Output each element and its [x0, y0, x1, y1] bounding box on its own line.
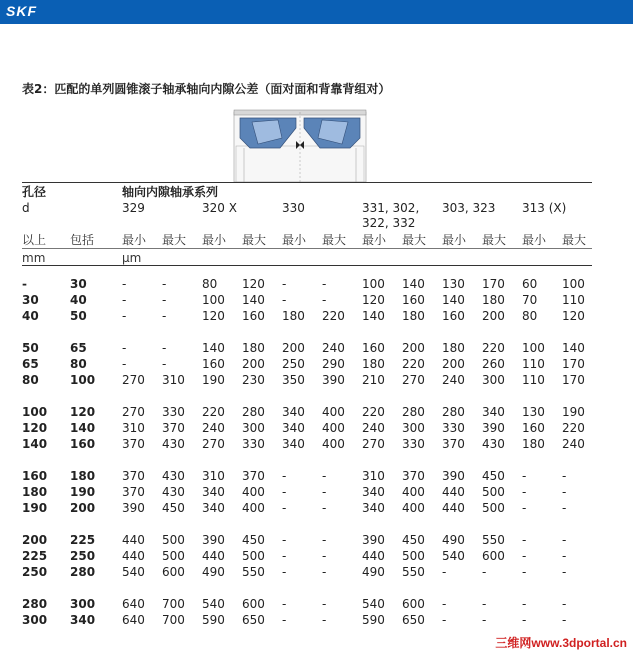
clearance-value: 370 [162, 421, 185, 435]
clearance-value: 110 [562, 293, 585, 307]
clearance-value: 240 [322, 341, 345, 355]
clearance-value: - [482, 597, 487, 611]
clearance-value: 330 [162, 405, 185, 419]
incl-label: 包括 [70, 233, 95, 247]
clearance-value: - [482, 613, 487, 627]
clearance-value: 370 [122, 437, 145, 451]
clearance-value: - [322, 533, 327, 547]
clearance-value: 440 [362, 549, 385, 563]
bore-value: 30 [22, 293, 39, 307]
clearance-value: 430 [162, 437, 185, 451]
clearance-value: 340 [282, 437, 305, 451]
clearance-value: 210 [362, 373, 385, 387]
clearance-value: 240 [202, 421, 225, 435]
bore-value: 180 [22, 485, 48, 499]
clearance-value: 700 [162, 613, 185, 627]
clearance-value: 500 [162, 549, 185, 563]
clearance-value: 540 [202, 597, 225, 611]
bore-value: 160 [22, 469, 48, 483]
series-name: 320 X [202, 201, 237, 215]
clearance-value: 400 [322, 421, 345, 435]
over-label: 以上 [22, 233, 47, 247]
series-name-continued: 322, 332 [362, 216, 416, 230]
header-bar [0, 0, 633, 24]
clearance-value: 440 [202, 549, 225, 563]
clearance-value: - [282, 613, 287, 627]
min-label: 最小 [122, 233, 147, 247]
clearance-value: - [322, 549, 327, 563]
series-name: 303, 323 [442, 201, 496, 215]
clearance-value: 330 [442, 421, 465, 435]
clearance-value: 160 [202, 357, 225, 371]
min-label: 最小 [522, 233, 547, 247]
bore-value: 160 [70, 437, 96, 451]
clearance-value: 600 [242, 597, 265, 611]
series-name: 329 [122, 201, 145, 215]
clearance-value: - [562, 533, 567, 547]
clearance-value: 430 [162, 485, 185, 499]
clearance-value: 500 [482, 501, 505, 515]
clearance-value: 310 [362, 469, 385, 483]
clearance-value: - [562, 485, 567, 499]
clearance-value: - [562, 597, 567, 611]
series-header: 轴向内隙轴承系列 [122, 185, 219, 199]
max-label: 最大 [242, 233, 267, 247]
bore-value: 280 [70, 565, 96, 579]
clearance-value: 450 [402, 533, 425, 547]
clearance-value: 250 [282, 357, 305, 371]
bore-value: 300 [22, 613, 48, 627]
clearance-value: 180 [482, 293, 505, 307]
clearance-value: - [562, 501, 567, 515]
clearance-value: 650 [402, 613, 425, 627]
bore-value: 120 [70, 405, 96, 419]
clearance-value: 340 [282, 405, 305, 419]
clearance-value: 280 [402, 405, 425, 419]
clearance-value: 280 [442, 405, 465, 419]
clearance-value: 270 [362, 437, 385, 451]
clearance-value: - [282, 549, 287, 563]
clearance-value: 370 [402, 469, 425, 483]
clearance-value: 400 [322, 437, 345, 451]
bore-value: 200 [70, 501, 96, 515]
clearance-value: 140 [562, 341, 585, 355]
clearance-value: 270 [202, 437, 225, 451]
clearance-value: - [522, 485, 527, 499]
clearance-value: 550 [482, 533, 505, 547]
bore-value: 100 [70, 373, 96, 387]
bore-value: 140 [22, 437, 48, 451]
clearance-value: 390 [362, 533, 385, 547]
bore-value: 40 [22, 309, 39, 323]
clearance-value: 440 [442, 501, 465, 515]
clearance-value: 500 [482, 485, 505, 499]
clearance-value: 400 [402, 501, 425, 515]
table-title: 表2：匹配的单列圆锥滚子轴承轴向内隙公差（面对面和背靠背组对） [22, 82, 391, 96]
clearance-value: 180 [282, 309, 305, 323]
clearance-value: 400 [242, 501, 265, 515]
clearance-value: 330 [402, 437, 425, 451]
series-name: 330 [282, 201, 305, 215]
clearance-value: - [322, 501, 327, 515]
bore-value: 300 [70, 597, 96, 611]
clearance-value: 390 [482, 421, 505, 435]
clearance-value: 640 [122, 597, 145, 611]
clearance-value: 340 [282, 421, 305, 435]
clearance-value: 600 [402, 597, 425, 611]
bore-value: 200 [22, 533, 48, 547]
clearance-value: - [282, 501, 287, 515]
clearance-value: 180 [442, 341, 465, 355]
clearance-value: 220 [402, 357, 425, 371]
clearance-value: 450 [242, 533, 265, 547]
clearance-value: 200 [442, 357, 465, 371]
min-label: 最小 [202, 233, 227, 247]
clearance-value: - [282, 485, 287, 499]
clearance-value: 220 [362, 405, 385, 419]
bore-value: 120 [22, 421, 48, 435]
clearance-value: - [322, 277, 327, 291]
clearance-value: 220 [322, 309, 345, 323]
clearance-value: 440 [122, 533, 145, 547]
clearance-value: - [122, 341, 127, 355]
clearance-value: - [162, 341, 167, 355]
clearance-value: - [442, 597, 447, 611]
clearance-value: 540 [362, 597, 385, 611]
clearance-value: - [522, 613, 527, 627]
clearance-value: 130 [522, 405, 545, 419]
clearance-value: 230 [242, 373, 265, 387]
clearance-value: 300 [242, 421, 265, 435]
clearance-value: 310 [162, 373, 185, 387]
clearance-value: 430 [162, 469, 185, 483]
bore-value: 140 [70, 421, 96, 435]
clearance-value: 490 [362, 565, 385, 579]
clearance-value: 700 [162, 597, 185, 611]
divider [22, 248, 592, 249]
clearance-value: 60 [522, 277, 538, 291]
clearance-value: 100 [202, 293, 225, 307]
clearance-value: 390 [122, 501, 145, 515]
clearance-value: 180 [242, 341, 265, 355]
bore-value: 340 [70, 613, 96, 627]
clearance-value: 370 [442, 437, 465, 451]
clearance-value: 240 [562, 437, 585, 451]
clearance-value: 500 [242, 549, 265, 563]
clearance-value: 590 [362, 613, 385, 627]
min-label: 最小 [362, 233, 387, 247]
clearance-value: - [122, 293, 127, 307]
clearance-value: 490 [442, 533, 465, 547]
bore-symbol: d [22, 201, 30, 215]
clearance-value: 100 [522, 341, 545, 355]
clearance-value: 140 [242, 293, 265, 307]
bore-value: 40 [70, 293, 87, 307]
clearance-value: 540 [442, 549, 465, 563]
clearance-value: - [322, 485, 327, 499]
bore-value: 50 [70, 309, 87, 323]
clearance-value: 370 [242, 469, 265, 483]
clearance-value: - [522, 597, 527, 611]
clearance-value: - [122, 277, 127, 291]
clearance-value: 160 [522, 421, 545, 435]
clearance-value: 340 [202, 485, 225, 499]
clearance-value: 190 [562, 405, 585, 419]
bore-value: 50 [22, 341, 39, 355]
bore-value: 190 [70, 485, 96, 499]
clearance-value: 450 [482, 469, 505, 483]
clearance-value: 310 [202, 469, 225, 483]
clearance-value: - [522, 549, 527, 563]
divider [22, 182, 592, 183]
clearance-value: 220 [202, 405, 225, 419]
clearance-value: 240 [442, 373, 465, 387]
clearance-value: 240 [362, 421, 385, 435]
clearance-value: 500 [402, 549, 425, 563]
clearance-value: 550 [402, 565, 425, 579]
clearance-value: 160 [402, 293, 425, 307]
clearance-value: 370 [122, 485, 145, 499]
bore-value: 180 [70, 469, 96, 483]
clearance-value: - [322, 597, 327, 611]
max-label: 最大 [322, 233, 347, 247]
clearance-value: 100 [562, 277, 585, 291]
clearance-value: - [322, 613, 327, 627]
bore-value: 250 [70, 549, 96, 563]
clearance-value: 110 [522, 357, 545, 371]
clearance-value: 430 [482, 437, 505, 451]
bearing-pair-drawing [230, 108, 370, 186]
clearance-value: 190 [202, 373, 225, 387]
min-label: 最小 [442, 233, 467, 247]
bore-value: 80 [70, 357, 87, 371]
clearance-value: - [282, 469, 287, 483]
clearance-value: 400 [242, 485, 265, 499]
clearance-value: 390 [442, 469, 465, 483]
clearance-value: - [522, 533, 527, 547]
clearance-value: - [562, 549, 567, 563]
bore-value: 225 [22, 549, 48, 563]
min-label: 最小 [282, 233, 307, 247]
clearance-value: 330 [242, 437, 265, 451]
clearance-value: - [522, 565, 527, 579]
clearance-value: 400 [322, 405, 345, 419]
clearance-value: - [562, 469, 567, 483]
clearance-value: 170 [482, 277, 505, 291]
clearance-value: - [482, 565, 487, 579]
clearance-value: 110 [522, 373, 545, 387]
clearance-value: 390 [202, 533, 225, 547]
clearance-value: 340 [482, 405, 505, 419]
clearance-value: - [442, 613, 447, 627]
bore-value: 65 [22, 357, 39, 371]
bore-value: 250 [22, 565, 48, 579]
bore-value: 65 [70, 341, 87, 355]
clearance-value: 120 [562, 309, 585, 323]
clearance-value: 220 [562, 421, 585, 435]
clearance-value: 280 [242, 405, 265, 419]
clearance-value: - [162, 309, 167, 323]
bore-value: - [22, 277, 27, 291]
clearance-value: 340 [362, 501, 385, 515]
clearance-value: - [322, 293, 327, 307]
clearance-value: 350 [282, 373, 305, 387]
clearance-value: - [562, 613, 567, 627]
series-name: 331, 302, [362, 201, 420, 215]
clearance-value: 390 [322, 373, 345, 387]
clearance-value: 500 [162, 533, 185, 547]
clearance-value: 140 [402, 277, 425, 291]
clearance-value: 490 [202, 565, 225, 579]
clearance-value: - [122, 357, 127, 371]
bore-value: 225 [70, 533, 96, 547]
clearance-value: 140 [442, 293, 465, 307]
clearance-value: 260 [482, 357, 505, 371]
clearance-value: 290 [322, 357, 345, 371]
clearance-value: 140 [362, 309, 385, 323]
unit-mm: mm [22, 251, 46, 265]
clearance-value: 540 [122, 565, 145, 579]
bore-value: 30 [70, 277, 87, 291]
bore-header: 孔径 [22, 185, 47, 199]
clearance-value: 120 [202, 309, 225, 323]
clearance-value: - [282, 565, 287, 579]
bore-value: 280 [22, 597, 48, 611]
clearance-value: - [322, 469, 327, 483]
clearance-value: 200 [402, 341, 425, 355]
clearance-value: 600 [162, 565, 185, 579]
clearance-value: 650 [242, 613, 265, 627]
clearance-value: 70 [522, 293, 538, 307]
clearance-value: - [162, 277, 167, 291]
clearance-value: 140 [202, 341, 225, 355]
clearance-value: - [562, 565, 567, 579]
clearance-value: - [162, 357, 167, 371]
clearance-value: 370 [122, 469, 145, 483]
clearance-value: 200 [282, 341, 305, 355]
clearance-value: 180 [402, 309, 425, 323]
clearance-value: 440 [442, 485, 465, 499]
clearance-value: 550 [242, 565, 265, 579]
clearance-value: 590 [202, 613, 225, 627]
series-name: 313 (X) [522, 201, 567, 215]
clearance-value: 160 [442, 309, 465, 323]
clearance-value: 270 [122, 373, 145, 387]
max-label: 最大 [562, 233, 587, 247]
clearance-value: 120 [242, 277, 265, 291]
clearance-value: 80 [522, 309, 538, 323]
clearance-value: 200 [482, 309, 505, 323]
clearance-value: - [162, 293, 167, 307]
clearance-value: 180 [522, 437, 545, 451]
clearance-value: 200 [242, 357, 265, 371]
clearance-value: 120 [362, 293, 385, 307]
clearance-value: - [442, 565, 447, 579]
bore-value: 80 [22, 373, 39, 387]
clearance-value: 160 [242, 309, 265, 323]
clearance-value: 270 [122, 405, 145, 419]
clearance-value: 600 [482, 549, 505, 563]
clearance-value: 130 [442, 277, 465, 291]
clearance-value: 640 [122, 613, 145, 627]
clearance-value: - [322, 565, 327, 579]
clearance-value: - [282, 293, 287, 307]
max-label: 最大 [482, 233, 507, 247]
clearance-value: 180 [362, 357, 385, 371]
bore-value: 100 [22, 405, 48, 419]
clearance-value: - [122, 309, 127, 323]
divider [22, 265, 592, 266]
clearance-value: 400 [402, 485, 425, 499]
clearance-value: - [522, 501, 527, 515]
clearance-value: - [522, 469, 527, 483]
clearance-value: 450 [162, 501, 185, 515]
clearance-value: 300 [482, 373, 505, 387]
clearance-value: 170 [562, 373, 585, 387]
skf-logo: SKF [6, 3, 37, 19]
max-label: 最大 [162, 233, 187, 247]
clearance-value: 310 [122, 421, 145, 435]
clearance-value: 340 [202, 501, 225, 515]
clearance-value: - [282, 597, 287, 611]
clearance-value: 440 [122, 549, 145, 563]
clearance-value: 300 [402, 421, 425, 435]
clearance-value: - [282, 533, 287, 547]
clearance-value: 270 [402, 373, 425, 387]
unit-um: μm [122, 251, 142, 265]
clearance-value: 80 [202, 277, 218, 291]
bore-value: 190 [22, 501, 48, 515]
clearance-value: 100 [362, 277, 385, 291]
clearance-value: 170 [562, 357, 585, 371]
clearance-value: - [282, 277, 287, 291]
clearance-value: 160 [362, 341, 385, 355]
clearance-value: 340 [362, 485, 385, 499]
max-label: 最大 [402, 233, 427, 247]
watermark: 三维网www.3dportal.cn [495, 636, 627, 650]
clearance-value: 220 [482, 341, 505, 355]
